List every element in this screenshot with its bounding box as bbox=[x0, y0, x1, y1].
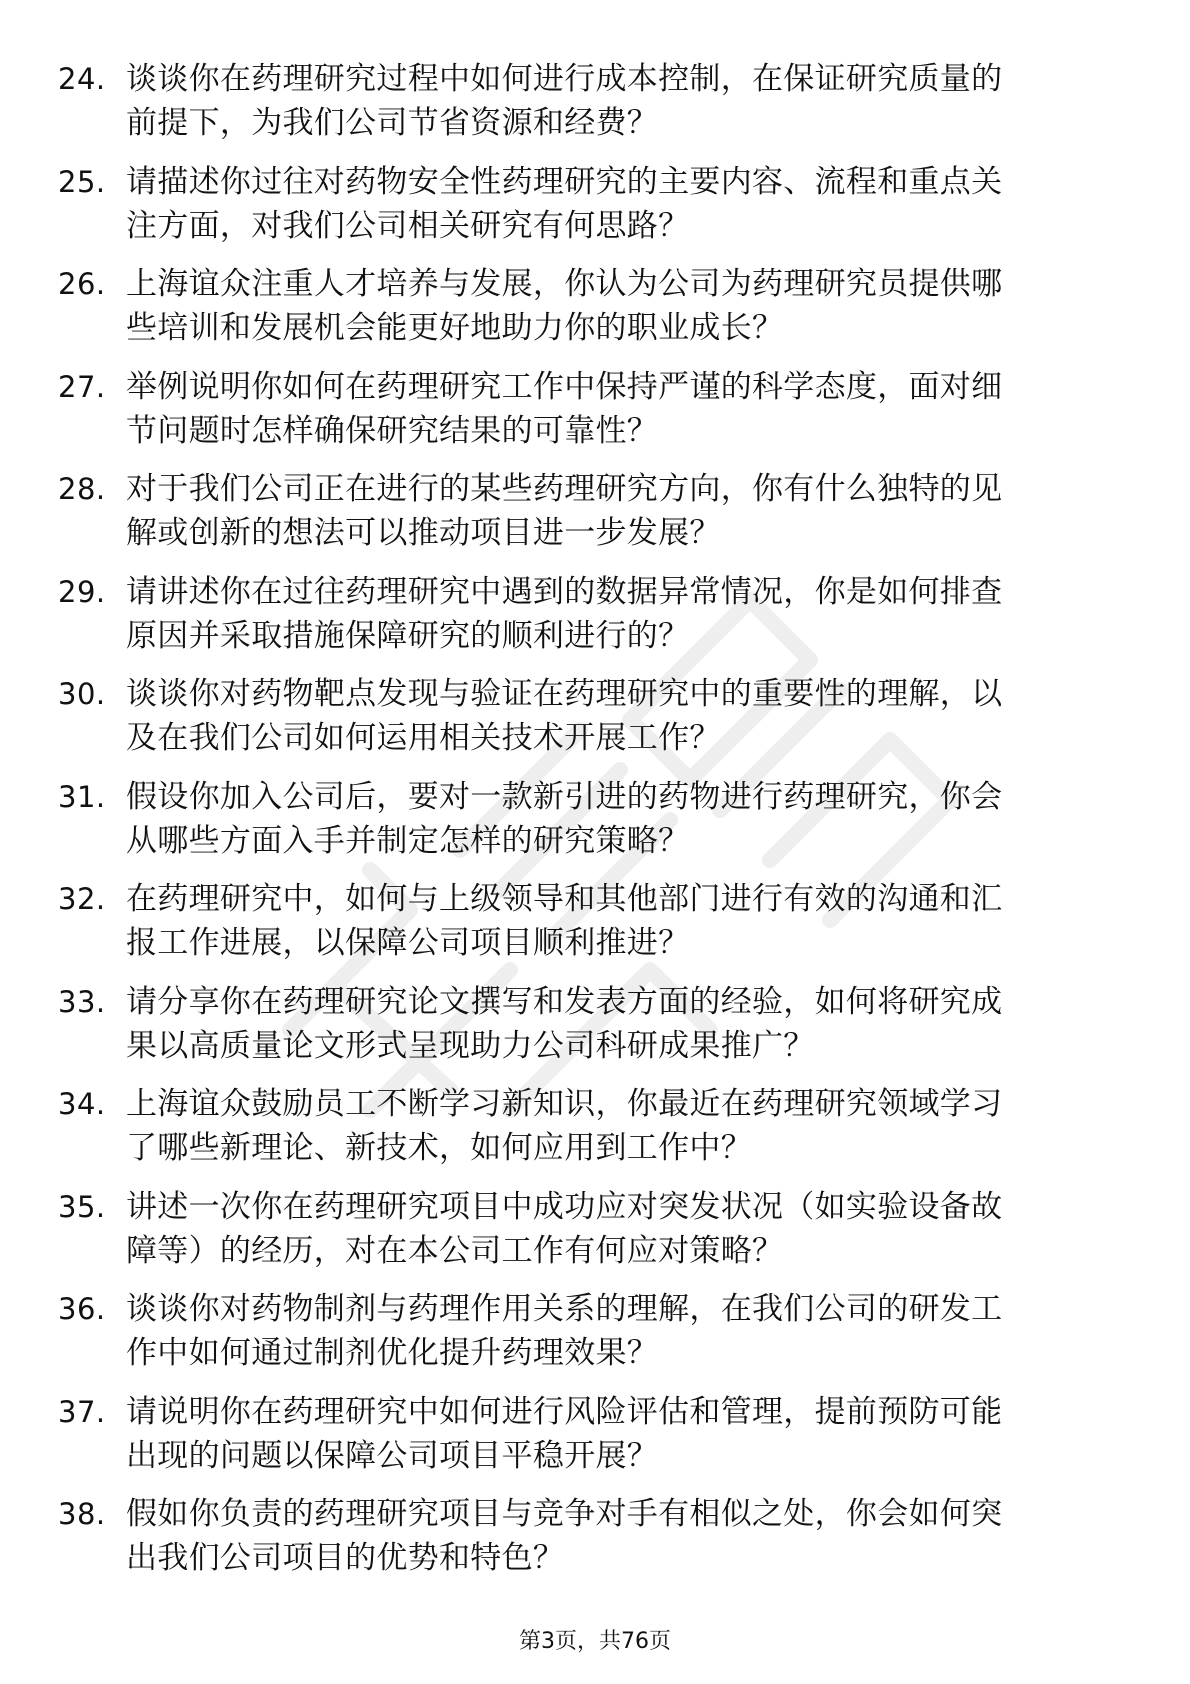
question-text bbox=[126, 1185, 1168, 1273]
question-text-line: 解或创新的想法可以推动项目进一步发展？ bbox=[126, 515, 721, 551]
question-text-line: 讲述一次你在药理研究项目中成功应对突发状况（如实验设备故 bbox=[126, 1188, 1003, 1225]
question-text-line: 谈谈你对药物制剂与药理作用关系的理解，在我们公司的研发工 bbox=[126, 1291, 1003, 1327]
question-text-line: 在药理研究中，如何与上级领导和其他部门进行有效的沟通和汇 bbox=[126, 881, 1003, 917]
question-text-line: 障等）的经历，对在本公司工作有何应对策略？ bbox=[126, 1232, 784, 1269]
question-text-line: 节问题时怎样确保研究结果的可靠性？ bbox=[126, 412, 659, 449]
question-number: 26. bbox=[58, 267, 106, 301]
question-number: 36. bbox=[58, 1292, 106, 1326]
question-text-line: 从哪些方面入手并制定怎样的研究策略？ bbox=[126, 822, 690, 859]
question-text-line: 上海谊众鼓励员工不断学习新知识，你最近在药理研究领域学习 bbox=[126, 1086, 1003, 1122]
question-number: 34. bbox=[58, 1087, 106, 1121]
question-text-line: 请描述你过往对药物安全性药理研究的主要内容、流程和重点关 bbox=[126, 163, 1003, 200]
question-number: 30. bbox=[58, 677, 106, 711]
question-text bbox=[126, 672, 1168, 760]
question-number: 35. bbox=[58, 1189, 106, 1224]
question-text-line: 上海谊众注重人才培养与发展，你认为公司为药理研究员提供哪 bbox=[126, 266, 1003, 302]
question-item bbox=[58, 255, 1138, 358]
question-item bbox=[58, 358, 1138, 461]
question-text-line: 果以高质量论文形式呈现助力公司科研成果推广？ bbox=[126, 1027, 815, 1064]
question-text-line: 原因并采取措施保障研究的顺利进行的？ bbox=[126, 617, 690, 654]
question-text-line: 报工作进展，以保障公司项目顺利推进？ bbox=[126, 925, 690, 961]
question-text bbox=[126, 467, 1168, 555]
question-text bbox=[126, 262, 1168, 350]
question-number: 37. bbox=[58, 1394, 106, 1429]
question-text-line: 假设你加入公司后，要对一款新引进的药物进行药理研究，你会 bbox=[126, 778, 1003, 815]
question-text bbox=[126, 1492, 1168, 1580]
question-text-line: 前提下，为我们公司节省资源和经费？ bbox=[126, 105, 659, 141]
question-item bbox=[58, 50, 1138, 153]
question-text bbox=[126, 775, 1168, 863]
question-text bbox=[126, 1287, 1168, 1375]
question-item bbox=[58, 1280, 1138, 1383]
question-text-line: 出现的问题以保障公司项目平稳开展？ bbox=[126, 1437, 659, 1474]
question-item bbox=[58, 153, 1138, 256]
question-number: 32. bbox=[58, 882, 106, 916]
question-text-line: 及在我们公司如何运用相关技术开展工作？ bbox=[126, 720, 721, 756]
question-number: 31. bbox=[58, 779, 106, 814]
question-list bbox=[58, 50, 1138, 1588]
question-text-line: 假如你负责的药理研究项目与竞争对手有相似之处，你会如何突 bbox=[126, 1496, 1003, 1532]
question-text-line: 谈谈你在药理研究过程中如何进行成本控制，在保证研究质量的 bbox=[126, 61, 1003, 97]
page-footer bbox=[0, 1627, 1190, 1657]
question-number: 28. bbox=[58, 472, 106, 506]
question-text-line: 对于我们公司正在进行的某些药理研究方向，你有什么独特的见 bbox=[126, 471, 1003, 507]
question-item bbox=[58, 460, 1138, 563]
question-text bbox=[126, 877, 1168, 965]
question-number: 24. bbox=[58, 62, 106, 96]
question-item bbox=[58, 768, 1138, 871]
question-number: 25. bbox=[58, 164, 106, 199]
question-text-line: 出我们公司项目的优势和特色？ bbox=[126, 1540, 565, 1576]
question-item bbox=[58, 973, 1138, 1076]
question-text-line: 请讲述你在过往药理研究中遇到的数据异常情况，你是如何排查 bbox=[126, 573, 1003, 610]
question-item bbox=[58, 1485, 1138, 1588]
question-number: 27. bbox=[58, 369, 106, 404]
question-text bbox=[126, 160, 1168, 248]
question-text-line: 作中如何通过制剂优化提升药理效果？ bbox=[126, 1335, 659, 1371]
question-item bbox=[58, 665, 1138, 768]
question-text-line: 谈谈你对药物靶点发现与验证在药理研究中的重要性的理解，以 bbox=[126, 676, 1003, 712]
question-item bbox=[58, 1075, 1138, 1178]
question-item bbox=[58, 870, 1138, 973]
question-text bbox=[126, 570, 1168, 658]
question-text-line: 了哪些新理论、新技术，如何应用到工作中？ bbox=[126, 1130, 752, 1166]
page-number-label: 第3页，共76页 bbox=[519, 1629, 671, 1654]
question-text-line: 请说明你在药理研究中如何进行风险评估和管理，提前预防可能 bbox=[126, 1393, 1003, 1430]
question-text-line: 注方面，对我们公司相关研究有何思路？ bbox=[126, 207, 690, 244]
question-item bbox=[58, 1178, 1138, 1281]
question-text bbox=[126, 1390, 1168, 1478]
question-text bbox=[126, 1082, 1168, 1170]
question-text bbox=[126, 57, 1168, 145]
question-text-line: 请分享你在药理研究论文撰写和发表方面的经验，如何将研究成 bbox=[126, 983, 1003, 1020]
question-number: 29. bbox=[58, 574, 106, 609]
question-item bbox=[58, 1383, 1138, 1486]
question-text-line: 举例说明你如何在药理研究工作中保持严谨的科学态度，面对细 bbox=[126, 368, 1003, 405]
question-item bbox=[58, 563, 1138, 666]
question-text-line: 些培训和发展机会能更好地助力你的职业成长？ bbox=[126, 310, 784, 346]
question-text bbox=[126, 980, 1168, 1068]
question-number: 38. bbox=[58, 1497, 106, 1531]
question-text bbox=[126, 365, 1168, 453]
question-number: 33. bbox=[58, 984, 106, 1019]
